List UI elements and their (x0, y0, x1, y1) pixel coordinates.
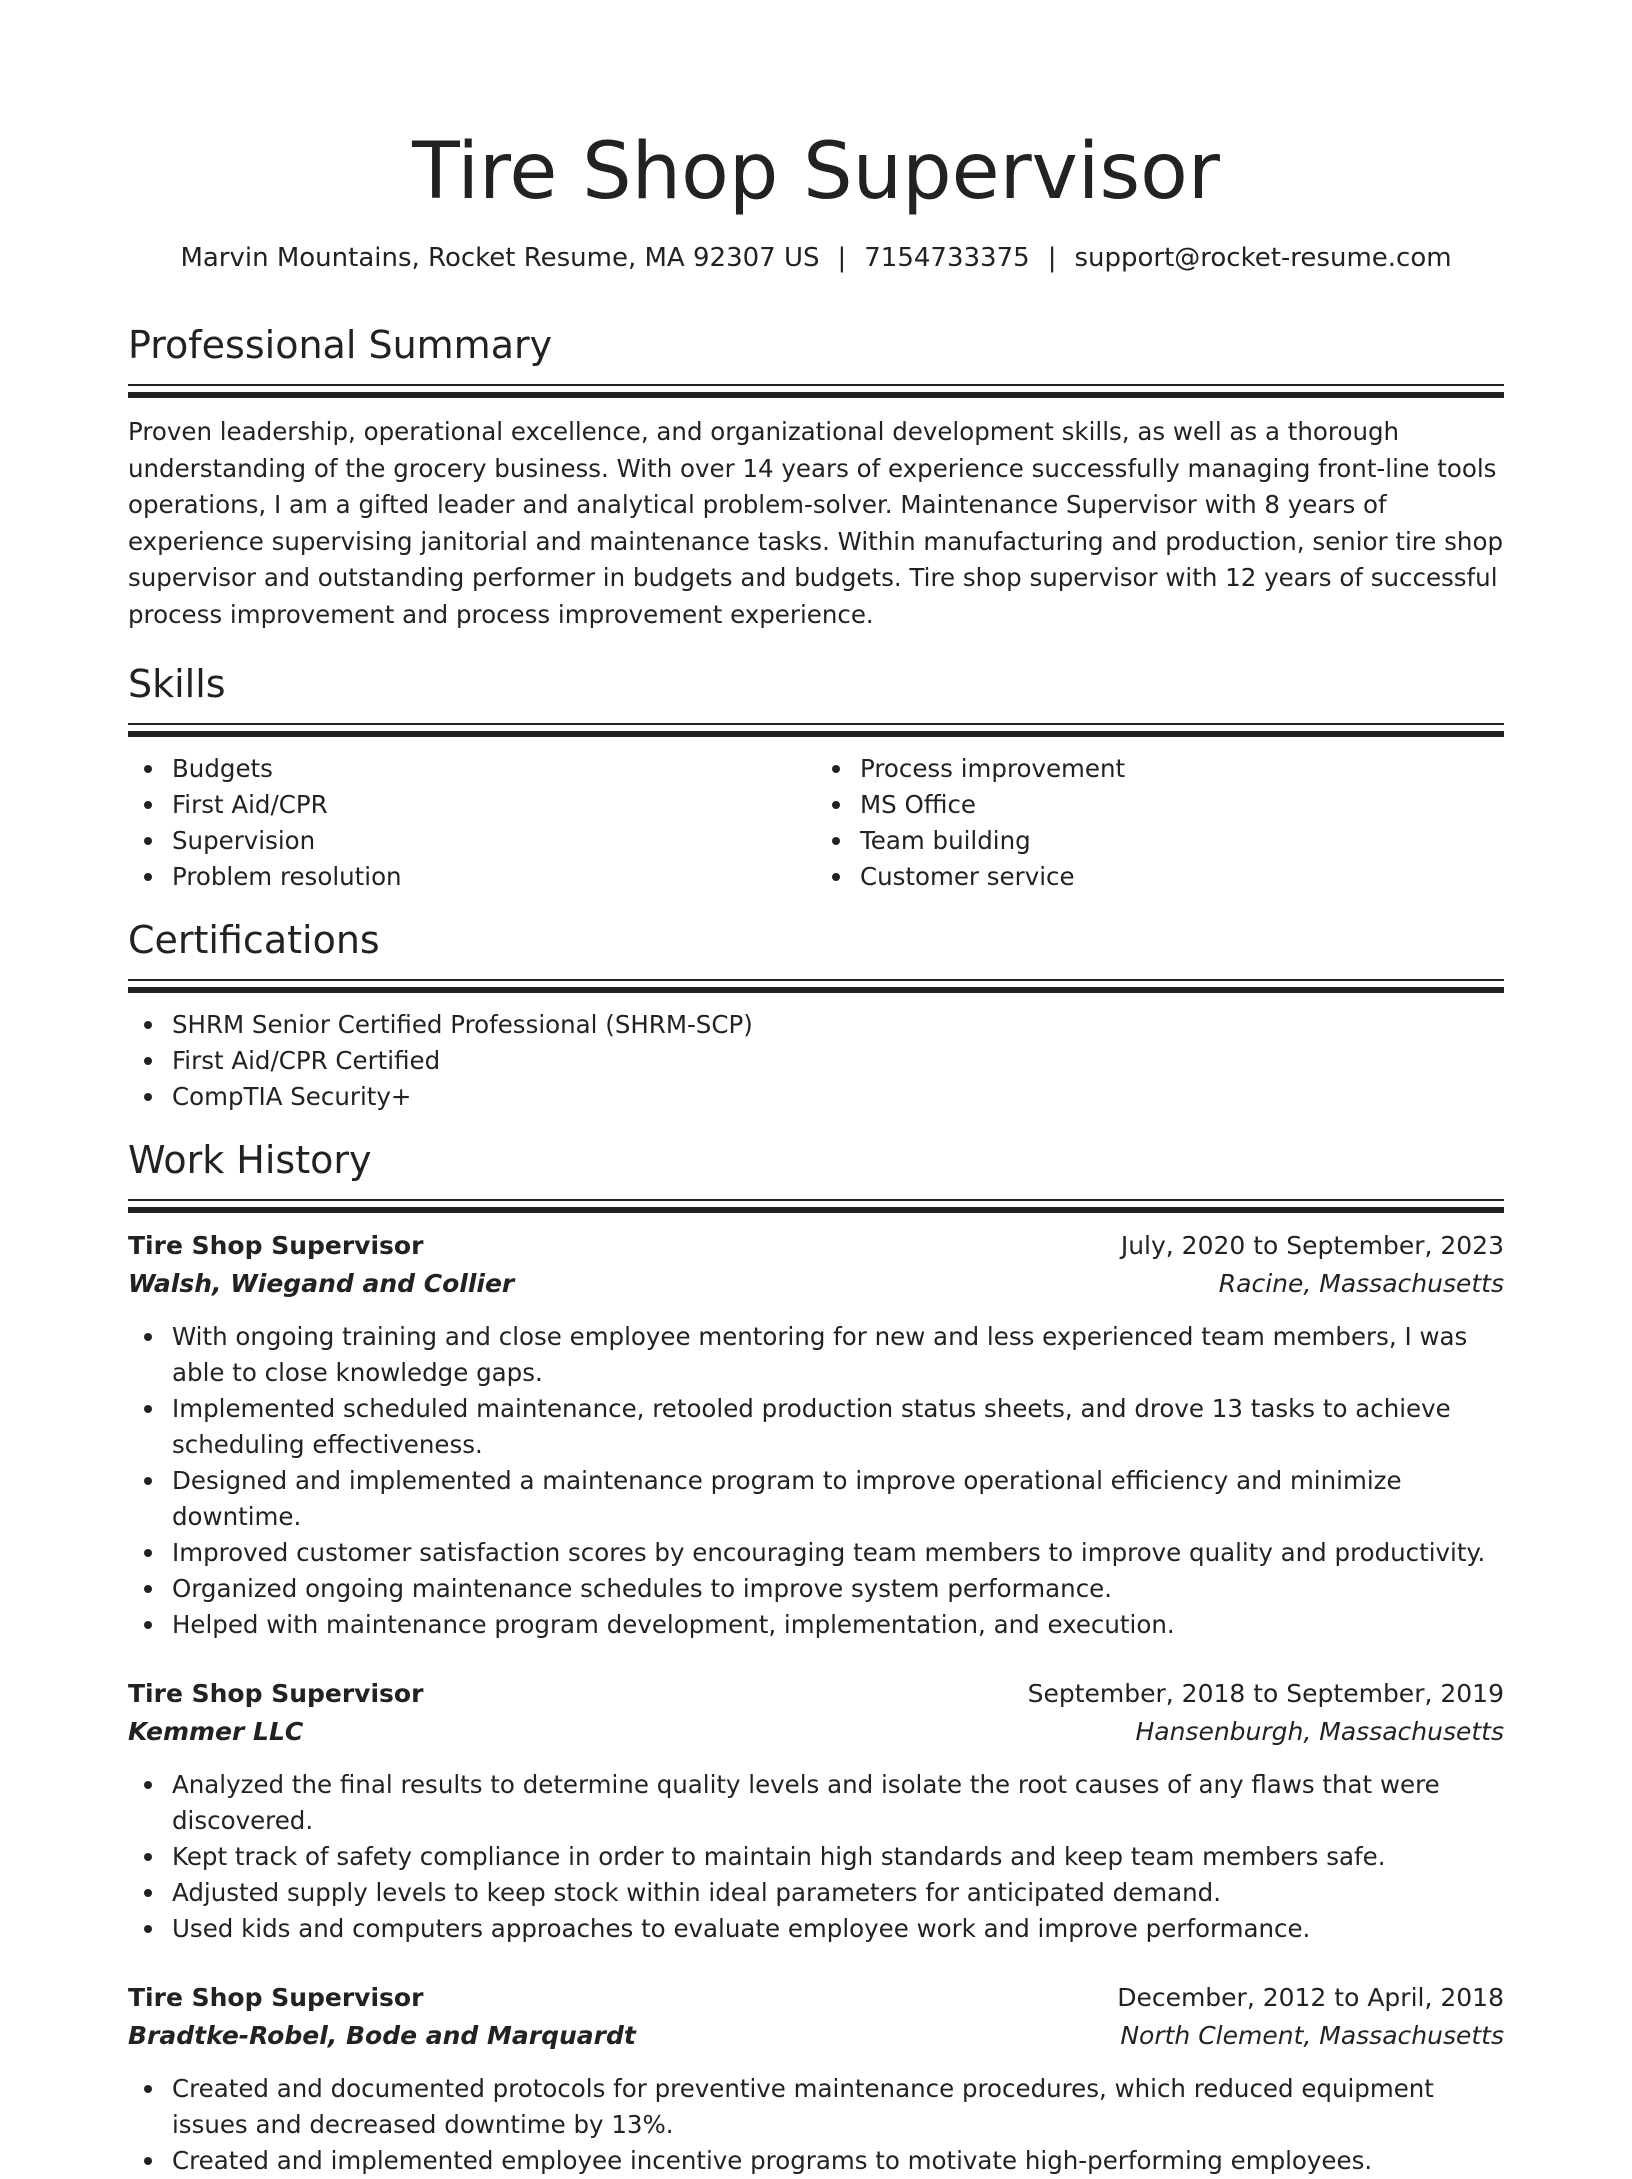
section-divider-thick (128, 987, 1504, 993)
job-bullet: With ongoing training and close employee mentoring for new and less experienced team members, I was able to close knowledge gaps. (128, 1319, 1504, 1391)
job-dates: December, 2012 to April, 2018 (1117, 1983, 1504, 2012)
job-bullet: Analyzed the final results to determine quality levels and isolate the root causes of any flaws that were discovered. (128, 1767, 1504, 1839)
contact-phone: 7154733375 (864, 243, 1030, 273)
skills-column-left (128, 751, 816, 895)
section-divider-thick (128, 731, 1504, 737)
job-dates: September, 2018 to September, 2019 (1027, 1679, 1504, 1708)
job-title: Tire Shop Supervisor (128, 1679, 424, 1708)
work-history-section (128, 1135, 1504, 2179)
job-dates: July, 2020 to September, 2023 (1120, 1231, 1504, 1260)
certification-item: First Aid/CPR Certified (128, 1043, 1504, 1079)
job-company: Bradtke-Robel, Bode and Marquardt (128, 2021, 636, 2050)
page-title: Tire Shop Supervisor (412, 127, 1220, 217)
work-history-heading: Work History (128, 1138, 372, 1182)
job-entry (128, 1979, 1504, 2179)
certification-item: SHRM Senior Certified Professional (SHRM-SCP) (128, 1007, 1504, 1043)
job-bullet: Used kids and computers approaches to evaluate employee work and improve performance. (128, 1911, 1504, 1947)
skill-item: Budgets (128, 751, 816, 787)
job-bullet: Created and documented protocols for preventive maintenance procedures, which reduced equipment issues and decreased downtime by 13%. (128, 2071, 1504, 2143)
skills-section (128, 659, 1504, 895)
job-bullet: Kept track of safety compliance in order to maintain high standards and keep team members safe. (128, 1839, 1504, 1875)
summary-heading: Professional Summary (128, 323, 553, 367)
skill-item: Problem resolution (128, 859, 816, 895)
job-entry (128, 1675, 1504, 1947)
section-divider-thick (128, 1207, 1504, 1213)
job-bullet: Designed and implemented a maintenance program to improve operational efficiency and minimize downtime. (128, 1463, 1504, 1535)
job-entry (128, 1227, 1504, 1643)
section-divider (128, 979, 1504, 981)
contact-line (128, 240, 1504, 276)
job-bullet: Helped with maintenance program development, implementation, and execution. (128, 1607, 1504, 1643)
contact-separator: | (837, 243, 847, 273)
section-divider (128, 1199, 1504, 1201)
job-bullet: Organized ongoing maintenance schedules to improve system performance. (128, 1571, 1504, 1607)
job-bullet: Created and implemented employee incentive programs to motivate high-performing employees. (128, 2143, 1504, 2179)
job-bullet: Improved customer satisfaction scores by encouraging team members to improve quality and productivity. (128, 1535, 1504, 1571)
skill-item: Process improvement (816, 751, 1504, 787)
certifications-section (128, 915, 1504, 1115)
skill-item: Team building (816, 823, 1504, 859)
summary-text: Proven leadership, operational excellence, and organizational development skills, as well as a thorough understanding of the grocery business. With over 14 years of experience successfully managing front-line tools operations, I am a gifted leader and analytical problem-solver. Maintenance Supervisor with 8 years of experience supervising janitorial and maintenance tasks. Within manufacturing and production, senior tire shop supervisor and outstanding performer in budgets and budgets. Tire shop supervisor with 12 years of successful process improvement and process improvement experience. (128, 417, 1503, 629)
skills-heading: Skills (128, 662, 226, 706)
skill-item: MS Office (816, 787, 1504, 823)
certifications-heading: Certifications (128, 918, 380, 962)
job-title: Tire Shop Supervisor (128, 1983, 424, 2012)
summary-section (128, 320, 1504, 633)
section-divider-thick (128, 392, 1504, 398)
contact-separator: | (1047, 243, 1057, 273)
job-title: Tire Shop Supervisor (128, 1231, 424, 1260)
skill-item: Supervision (128, 823, 816, 859)
skill-item: Customer service (816, 859, 1504, 895)
job-bullet: Adjusted supply levels to keep stock within ideal parameters for anticipated demand. (128, 1875, 1504, 1911)
job-location: Racine, Massachusetts (1218, 1269, 1504, 1298)
contact-email: support@rocket-resume.com (1074, 243, 1452, 273)
section-divider (128, 723, 1504, 725)
section-divider (128, 384, 1504, 386)
job-bullet: Implemented scheduled maintenance, retooled production status sheets, and drove 13 tasks to achieve scheduling effectiveness. (128, 1391, 1504, 1463)
contact-address: Marvin Mountains, Rocket Resume, MA 92307 US (180, 243, 820, 273)
skill-item: First Aid/CPR (128, 787, 816, 823)
skills-grid (128, 751, 1504, 895)
job-location: North Clement, Massachusetts (1120, 2021, 1504, 2050)
job-company: Walsh, Wiegand and Collier (128, 1269, 515, 1298)
certification-item: CompTIA Security+ (128, 1079, 1504, 1115)
job-location: Hansenburgh, Massachusetts (1135, 1717, 1504, 1746)
skills-column-right (816, 751, 1504, 895)
job-company: Kemmer LLC (128, 1717, 304, 1746)
